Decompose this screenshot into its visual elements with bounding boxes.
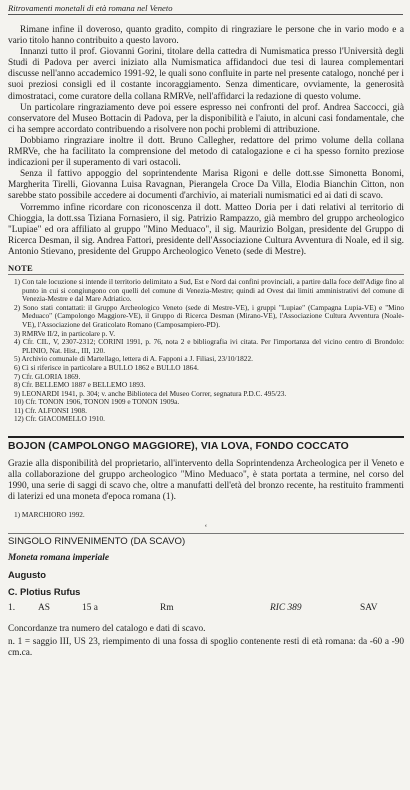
emperor-name: Augusto [8, 569, 47, 581]
coin-number: 1. [8, 603, 16, 614]
paragraph: Senza il fattivo appoggio del soprintendente Marisa Rigoni e delle dott.sse Simonetta Bonomi, Margherita Tirelli, Giovanna Luisa Ravagnan, Pierangela Croce Da Villa, Elodia Bianchin Citton, non sarebbe stato possibile accedere ai documenti d'archivio, ai materiali numismatici ed ai dati di scavo. [8, 169, 404, 202]
coin-metal: AS [38, 603, 50, 614]
paragraph: Dobbiamo ringraziare inoltre il dott. Bruno Callegher, redattore del primo volume della collana RMRVe, che ha facilitato la comprensione del metodo di catalogazione e ci ha spesso fornito preziose indicazioni per il superamento di vari ostacoli. [8, 135, 404, 169]
section-paragraph: Grazie alla disponibilità del proprietario, all'intervento della Soprintendenza Archeologica per il Veneto e alla collaborazione del gruppo archeologico "Mino Meduaco", è stata portata a termine, nel corso del 1990, una serie di saggi di scavo che, oltre a manufatti dell'età del bronzo recente, ha restituito frammenti di laterizi ed una moneta d'epoca romana (1). [8, 459, 404, 503]
footnote: 6) Ci si riferisce in particolare a BULLO 1862 e BULLO 1864. [14, 362, 199, 372]
paragraph: Rimane infine il doveroso, quanto gradito, compito di ringraziare le persone che in vario modo e a vario titolo hanno contribuito a questo lavoro. [8, 25, 404, 47]
notes-list [8, 278, 404, 424]
footnote: 10) Cfr. TONON 1906, TONON 1909 e TONON 1909a. [14, 397, 180, 407]
coin-category: Moneta romana imperiale [8, 553, 110, 564]
paragraph: Vorremmo infine ricordare con riconoscenza il dott. Matteo Doria per i dati relativi al territorio di Chioggia, la dott.ssa Tiziana Fornasiero, il sig. Patrizio Rampazzo, già membro del gruppo archeologico "Lupiae" ed ora affiliato al gruppo "Mino Meduaco", il sig. Maurizio Bolgan, presidente del Gruppo di Ricerca Desman, il sig. Andrea Fattori, presidente dell'Associazione Cultura Avventura di Noale, ed il sig. Antonio Stievano, presidente del Gruppo Archeologico Veneto (sede di Mestre). [8, 202, 404, 257]
divider-mark: ‘ [204, 523, 208, 533]
coin-entry-row [8, 603, 404, 615]
footnote: 8) Cfr. BELLEMO 1887 e BELLEMO 1893. [14, 380, 146, 390]
paragraph: Un particolare ringraziamento deve poi essere espresso nei confronti del prof. Andrea Saccocci, già conservatore del Museo Bottacin di Padova, per la disponibilità e l'aiuto, in alcuni casi fondamentale, che ci ha sempre accordato contribuendo a risolvere non pochi problemi di attribuzione. [8, 102, 404, 135]
concordance-detail: n. 1 = saggio III, US 23, riempimento di una fossa di spoglio contenente resti di età romana: da -60 a -90 cm.ca. [8, 636, 404, 658]
document-page [8, 3, 404, 659]
coin-date: 15 a [82, 603, 98, 614]
coin-reference: RIC 389 [270, 603, 302, 614]
paragraph: Innanzi tutto il prof. Giovanni Gorini, titolare della cattedra di Numismatica presso l'Università degli Studi di Padova per averci iniziato alla Numismatica affidandoci due tesi di laurea complementari discusse nell'anno accademico 1991-92, le quali sono confluite in parte nel presente catalogo, nonché per i suoi preziosi consigli ed il costante incoraggiamento. Senza dimenticare, ovviamente, la generosità dimostrataci, come curatore della collana RMRVe, nell'affidarci la redazione di questo volume. [8, 47, 404, 102]
coin-collection: SAV [360, 603, 378, 614]
footnote: 7) Cfr. GLORIA 1869. [14, 371, 81, 381]
magistrate-name: C. Plotius Rufus [8, 586, 81, 598]
footnote: 12) Cfr. GIACOMELLO 1910. [14, 414, 106, 424]
footnote: 3) RMRVe II/2, in particolare p. V. [14, 328, 116, 338]
notes-heading: NOTE [8, 262, 33, 273]
footnote: 9) LEONARDI 1941, p. 304; v. anche Biblioteca del Museo Correr, segnatura P.D.C. 495/23. [14, 388, 287, 398]
footnote: 5) Archivio comunale di Martellago, lettera di A. Fapponi a J. Filiasi, 23/10/1822. [14, 354, 253, 364]
running-head: Ritrovamenti monetali di età romana nel Veneto [8, 3, 403, 15]
find-title: SINGOLO RINVENIMENTO (DA SCAVO) [8, 533, 404, 547]
concordance-heading: Concordanze tra numero del catalogo e dati di scavo. [8, 624, 206, 635]
section-footnote: 1) MARCHIORO 1992. [14, 510, 85, 520]
footnote: 11) Cfr. ALFONSI 1908. [14, 405, 87, 415]
footnote: 1) Con tale locuzione si intende il territorio delimitato a Sud, Est e Nord dai confini provinciali, a partire dalla foce dell'Adige fino al punto in cui si congiungono con quelli del comune di Venezia-Mestre; quindi ad Ovest dai limiti amministrativi del comune di Venezia-Mestre e dal Mare Adriatico. [14, 276, 404, 304]
footnote: 2) Sono stati contattati: il Gruppo Archeologico Veneto (sede di Mestre-VE), i gruppi "Lupiae" (Campagna Lupia-VE) e "Mino Meduaco" (Campolongo Maggiore-VE), il Gruppo di Ricerca Desman (Mirano-VE), l'Associazione Cultura Avventura (Noale-VE), l'Associazione del Graticolato Romano (Camposampiero-PD). [14, 302, 404, 329]
notes-divider [8, 274, 404, 275]
section-title: BOJON (CAMPOLONGO MAGGIORE), VIA LOVA, FONDO COCCATO [8, 436, 404, 452]
footnote: 4) Cfr. CIL, V, 2307-2312; CORINI 1991, p. 76, nota 2 e bibliografia ivi citata. Per l'importanza del vicino centro di Brondolo: PLINIO, Nat. Hist., III, 120. [14, 337, 404, 355]
coin-mint: Rm [160, 603, 174, 614]
